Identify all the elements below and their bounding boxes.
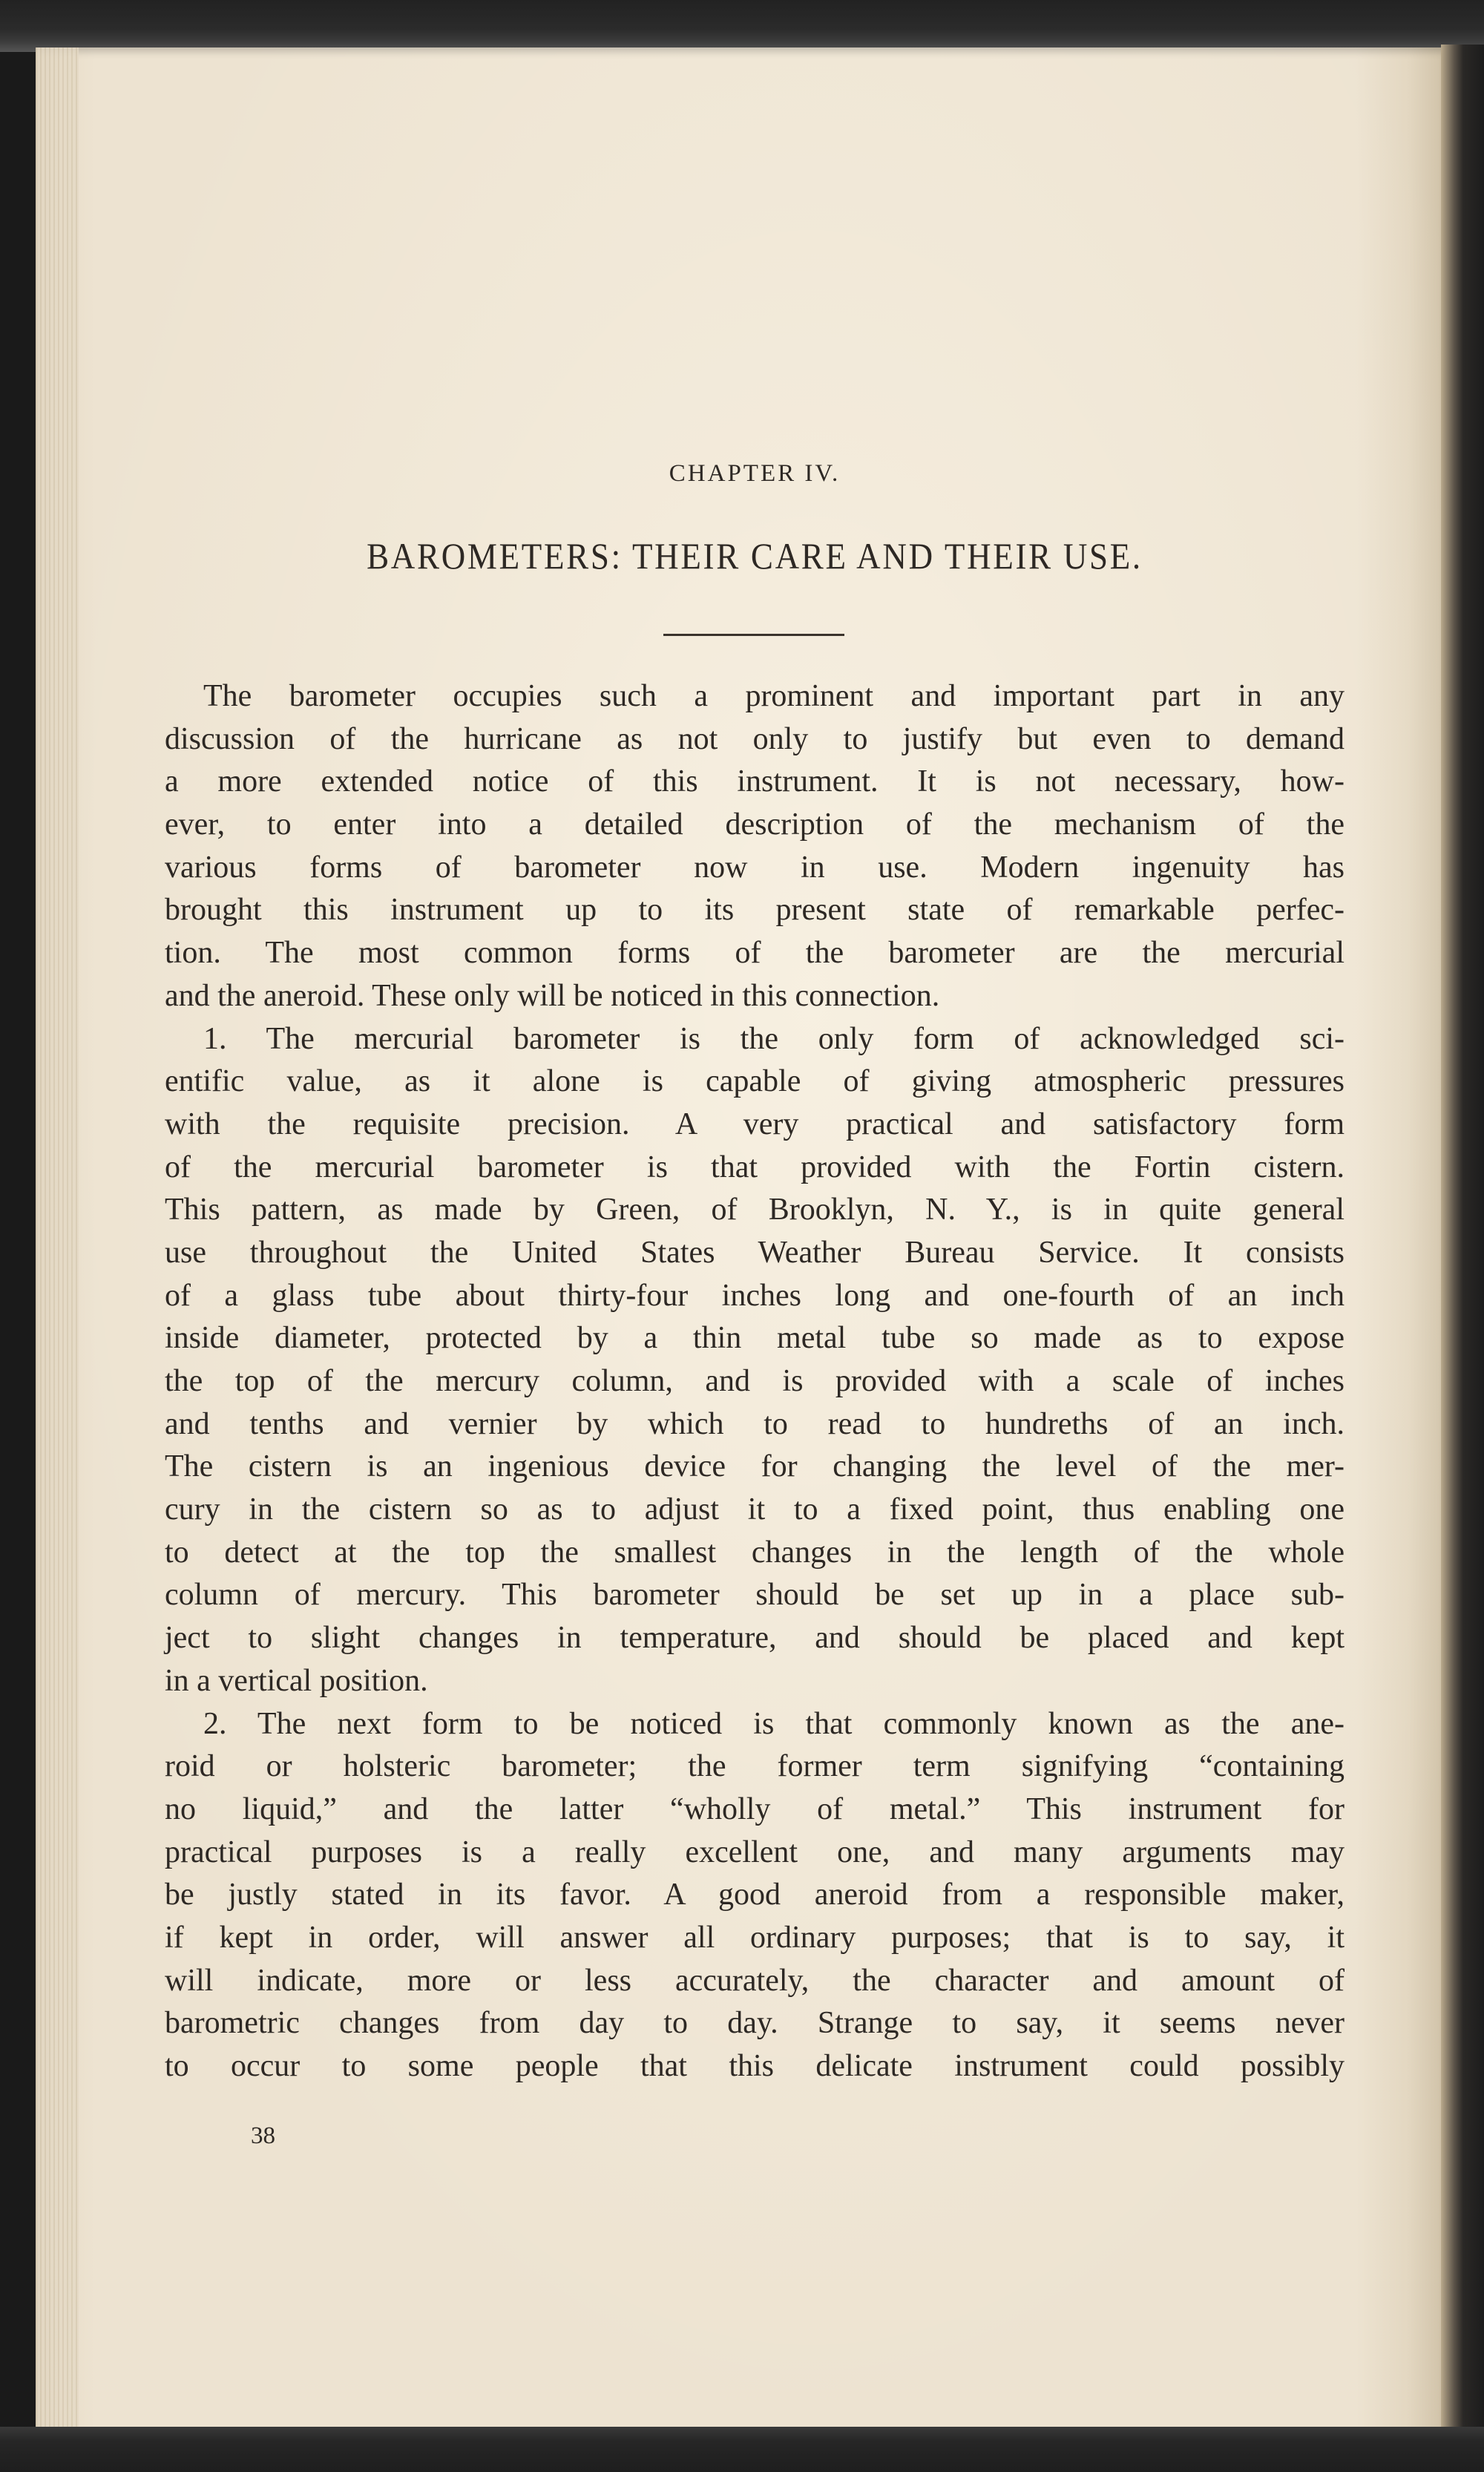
text-line: inside diameter, protected by a thin metal tube so made as to expose [165,1321,1345,1356]
chapter-title: BAROMETERS: THEIR CARE AND THEIR USE. [367,535,1143,577]
body-text [165,675,1345,2088]
text-line: to detect at the top the smallest changes in the length of the whole [165,1535,1345,1570]
text-line: roid or holsteric barometer; the former term signifying “containing [165,1749,1345,1784]
text-line: to occur to some people that this delicate instrument could possibly [165,2049,1345,2083]
text-line: with the requisite precision. A very practical and satisfactory form [165,1107,1345,1141]
text-line: The cistern is an ingenious device for changing the level of the mer- [165,1449,1345,1484]
page-number: 38 [251,2122,275,2149]
chapter-label: CHAPTER IV. [669,460,841,487]
text-line: barometric changes from day to day. Strange to say, it seems never [165,2006,1345,2041]
text-line: and the aneroid. These only will be noticed in this connection. [165,978,940,1013]
text-line: ever, to enter into a detailed description of the mechanism of the [165,807,1345,842]
text-line: will indicate, more or less accurately, the character and amount of [165,1963,1345,1998]
text-line: 2. The next form to be noticed is that commonly known as the ane- [203,1706,1345,1741]
text-line: various forms of barometer now in use. Modern ingenuity has [165,850,1345,885]
text-line: 1. The mercurial barometer is the only form of acknowledged sci- [203,1021,1345,1056]
text-line: ject to slight changes in temperature, and should be placed and kept [165,1621,1345,1656]
text-line: if kept in order, will answer all ordinary purposes; that is to say, it [165,1920,1345,1955]
text-line: discussion of the hurricane as not only to justify but even to demand [165,721,1345,756]
page-right-edge [1441,45,1484,2434]
scan-bottom-edge [0,2427,1484,2472]
title-rule [663,634,844,636]
text-line: column of mercury. This barometer should be set up in a place sub- [165,1578,1345,1613]
text-line: practical purposes is a really excellent one, and many arguments may [165,1835,1345,1869]
text-line: a more extended notice of this instrument. It is not necessary, how- [165,764,1345,799]
text-line: The barometer occupies such a prominent and important part in any [203,679,1345,713]
text-line: of a glass tube about thirty-four inches long and one-fourth of an inch [165,1278,1345,1313]
text-line: be justly stated in its favor. A good aneroid from a responsible maker, [165,1878,1345,1912]
text-line: the top of the mercury column, and is provided with a scale of inches [165,1364,1345,1398]
text-line: cury in the cistern so as to adjust it to a fixed point, thus enabling one [165,1492,1345,1527]
page-gutter [36,47,79,2431]
scan-top-edge [0,0,1484,52]
text-line: in a vertical position. [165,1663,428,1698]
text-line: no liquid,” and the latter “wholly of metal.” This instrument for [165,1791,1345,1826]
text-line: This pattern, as made by Green, of Brooklyn, N. Y., is in quite general [165,1193,1345,1227]
text-line: brought this instrument up to its present state of remarkable perfec- [165,893,1345,928]
text-line: use throughout the United States Weather Bureau Service. It consists [165,1235,1345,1270]
text-line: of the mercurial barometer is that provided with the Fortin cistern. [165,1150,1345,1184]
text-line: and tenths and vernier by which to read to hundreths of an inch. [165,1406,1345,1441]
text-line: entific value, as it alone is capable of giving atmospheric pressures [165,1064,1345,1099]
text-line: tion. The most common forms of the barometer are the mercurial [165,936,1345,971]
